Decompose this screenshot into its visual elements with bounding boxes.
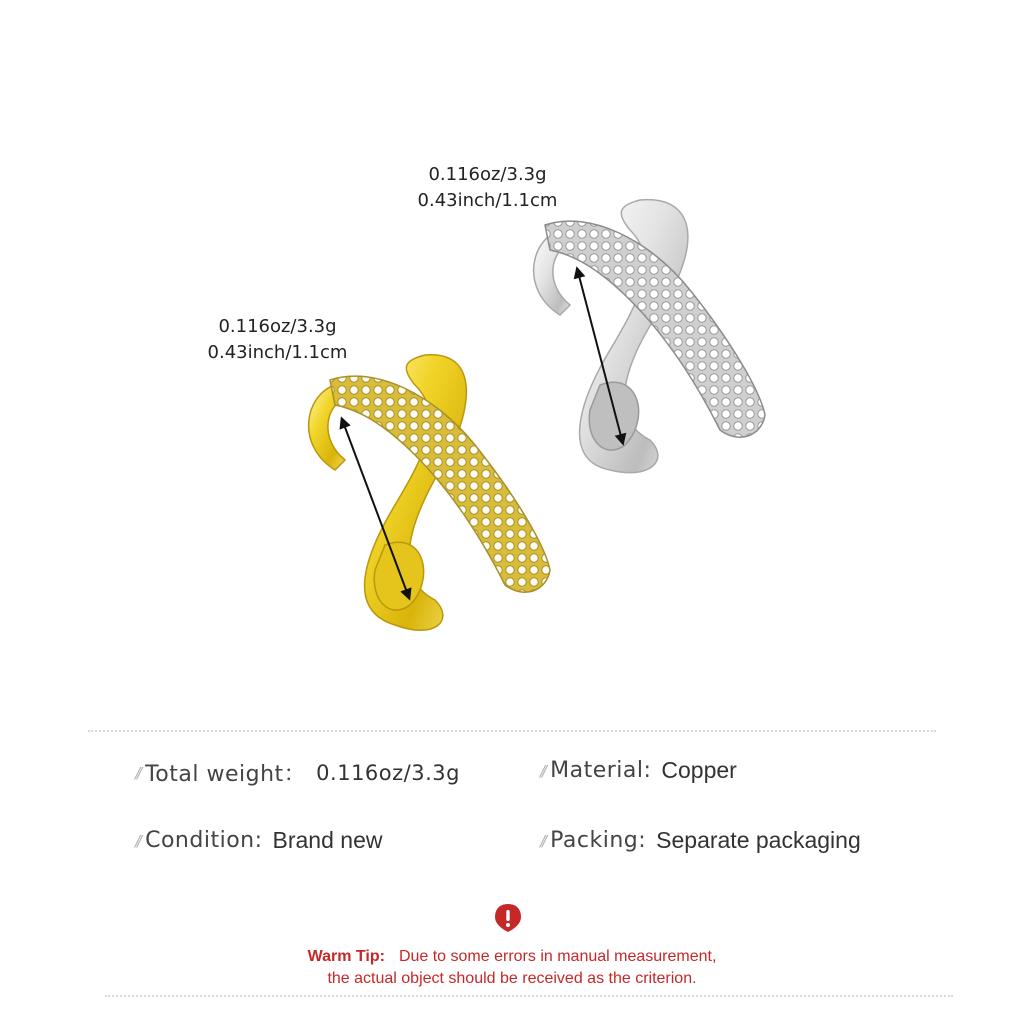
- spec-packing-label: Packing:: [550, 828, 647, 853]
- silver-ear-cuff: [534, 200, 765, 473]
- warm-tip-title: Warm Tip:: [307, 948, 385, 965]
- silver-dimensions: [400, 162, 575, 214]
- silver-size: 0.43inch/1.1cm: [417, 190, 558, 211]
- spec-condition-label: Condition:: [145, 828, 263, 853]
- spec-condition: [135, 827, 382, 854]
- warm-tip-line2-row: [0, 968, 1024, 990]
- gold-size: 0.43inch/1.1cm: [207, 342, 348, 363]
- gold-ear-cuff: [309, 355, 550, 631]
- slash-marks-icon: //: [540, 761, 545, 780]
- divider-bottom: [105, 995, 953, 997]
- gold-dimensions: [190, 314, 365, 366]
- gold-weight: 0.116oz/3.3g: [218, 316, 337, 337]
- spec-packing-value: Separate packaging: [656, 827, 861, 853]
- slash-marks-icon: //: [135, 763, 140, 782]
- warning-icon: [494, 903, 522, 933]
- silver-weight: 0.116oz/3.3g: [428, 164, 547, 185]
- slash-marks-icon: //: [540, 831, 545, 850]
- spec-weight-label: Total weight：: [145, 762, 307, 787]
- divider-top: [88, 730, 936, 732]
- spec-condition-value: Brand new: [272, 827, 383, 853]
- warm-tip-line2: the actual object should be received as the criterion.: [327, 970, 697, 987]
- spec-material-value: Copper: [661, 757, 737, 783]
- spec-packing: [540, 827, 861, 854]
- spec-weight-value: 0.116oz/3.3g: [316, 760, 460, 785]
- slash-marks-icon: //: [135, 831, 140, 850]
- spec-weight: [135, 757, 460, 788]
- spec-material: [540, 757, 737, 784]
- warm-tip-line1: Due to some errors in manual measurement,: [398, 948, 717, 965]
- warm-tip: [0, 946, 1024, 968]
- spec-material-label: Material:: [550, 758, 652, 783]
